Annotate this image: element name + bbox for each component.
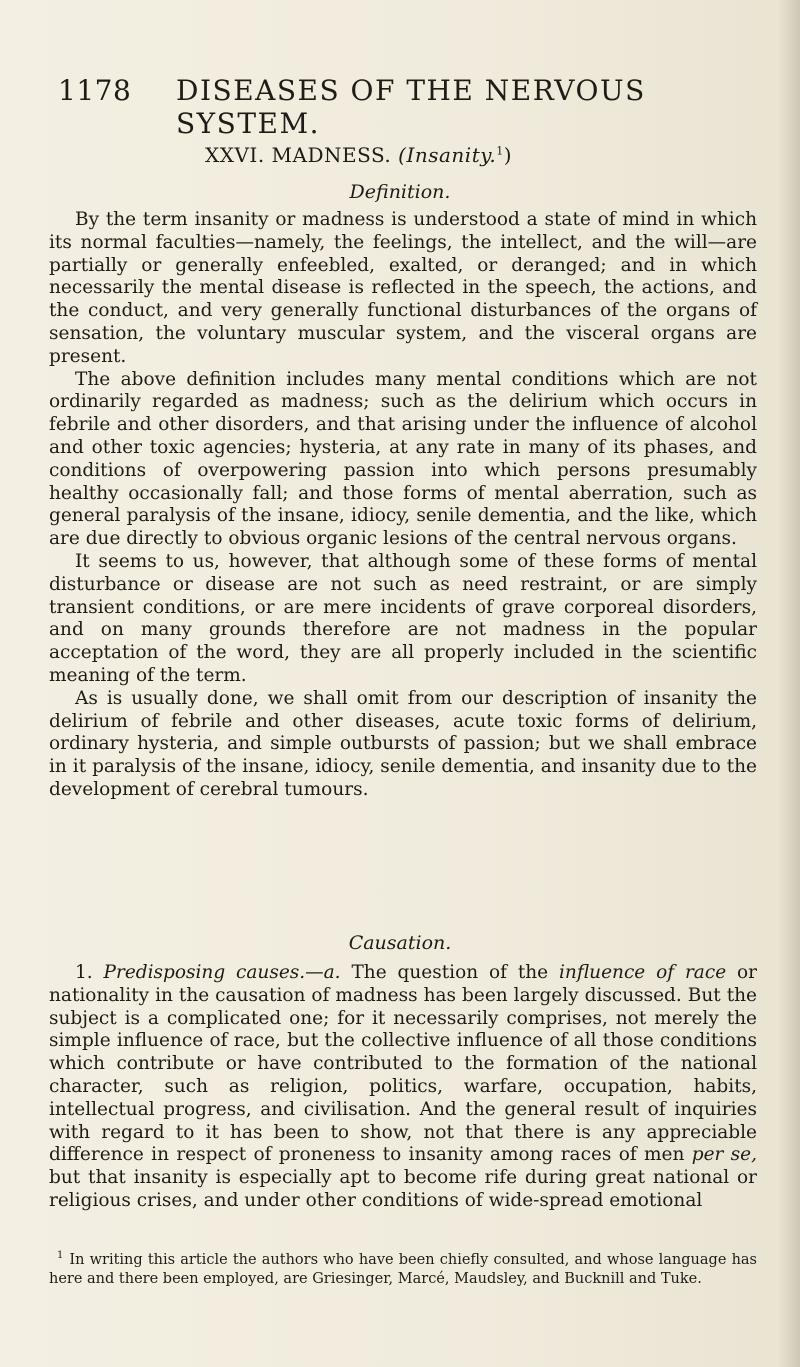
causation-item: a. — [323, 962, 341, 983]
section-heading-causation: Causation. — [348, 932, 452, 954]
latin-phrase: per se, — [691, 1144, 758, 1166]
causation-number: 1. — [75, 962, 93, 983]
paragraph: By the term insanity or madness is understood a state of mind in which its normal faculties—namely, the feelings, the intellect, and the will—are partially or generally enfeebled, exalted, or deranged; and in which necessarily the mental disease is reflected in the speech, the actions, and the conduct, and very generally functional disturbances of the organs of sensation, the voluntary muscular system, and the visceral organs are present. — [49, 209, 757, 367]
running-title: DISEASES OF THE NERVOUS SYSTEM. — [176, 74, 646, 140]
footnote — [49, 1246, 757, 1290]
footnote-mark: 1 — [57, 1250, 64, 1261]
page-edge-shadow — [778, 0, 800, 1367]
causation-text-part-3: but that insanity is especially apt to become rife during great national or religious crises, and under other conditions of wide-spread emotional — [49, 1167, 757, 1211]
causation-dash: — — [305, 962, 324, 983]
paragraph: As is usually done, we shall omit from our description of insanity the delirium of febrile and other diseases, acute toxic forms of delirium, ordinary hysteria, and simple outbursts of passion; but we shall embrace in it paralysis of the insane, idiocy, senile dementia, and insanity due to the development of cerebral tumours. — [49, 687, 757, 800]
paragraph: The above definition includes many mental conditions which are not ordinarily regarded as madness; such as the delirium which occurs in febrile and other disorders, and that arising under the influence of alcohol and other toxic agencies; hysteria, at any rate in many of its phases, and conditions of overpowering passion into which persons presumably healthy occasionally fall; and those forms of mental aberration, such as general paralysis of the insane, idiocy, senile dementia, and the like, which are due directly to obvious organic lesions of the central nervous organs. — [49, 368, 757, 550]
causation-subheading: Predisposing causes. — [103, 962, 306, 983]
chapter-number-title: XXVI. MADNESS. — [205, 143, 392, 167]
causation-text-part-2: or nationality in the causation of madness has been largely discussed. But the subject is a complicated one; for it necessarily comprises, not merely the simple influence of race, but the collective influence of all those conditions which contribute or have contributed to the formation of the national character, such as religion, politics, warfare, occupation, habits, intellectual progress, and civilisation. And the general result of inquiries with regard to it has been to show, not that there is any appreciable difference in respect of proneness to insanity among races of men — [49, 962, 758, 1166]
footnote-reference: 1 — [496, 144, 504, 158]
page-number: 1178 — [58, 74, 132, 107]
paragraph — [49, 962, 757, 1213]
footnote-text: In writing this article the authors who have been chiefly consulted, and whose language has here and there been employed, are Griesinger, Marcé, Maudsley, and Bucknill and Tuke. — [49, 1251, 757, 1288]
definition-text — [49, 209, 757, 802]
causation-text — [49, 962, 757, 1213]
chapter-alt-title: (Insanity. — [398, 143, 497, 167]
chapter-title — [205, 143, 512, 167]
section-heading-definition: Definition. — [349, 181, 451, 203]
paragraph: It seems to us, however, that although some of these forms of mental disturbance or disease are not such as need restraint, or are simply transient conditions, or are mere incidents of grave corporeal disorders, and on many grounds therefore are not madness in the popular acceptation of the word, they are all properly included in the scientific meaning of the term. — [49, 550, 757, 686]
causation-text-part-1: The question of the — [351, 962, 549, 983]
chapter-alt-close: ) — [503, 143, 513, 167]
causation-emphasis: influence of race — [559, 962, 727, 983]
